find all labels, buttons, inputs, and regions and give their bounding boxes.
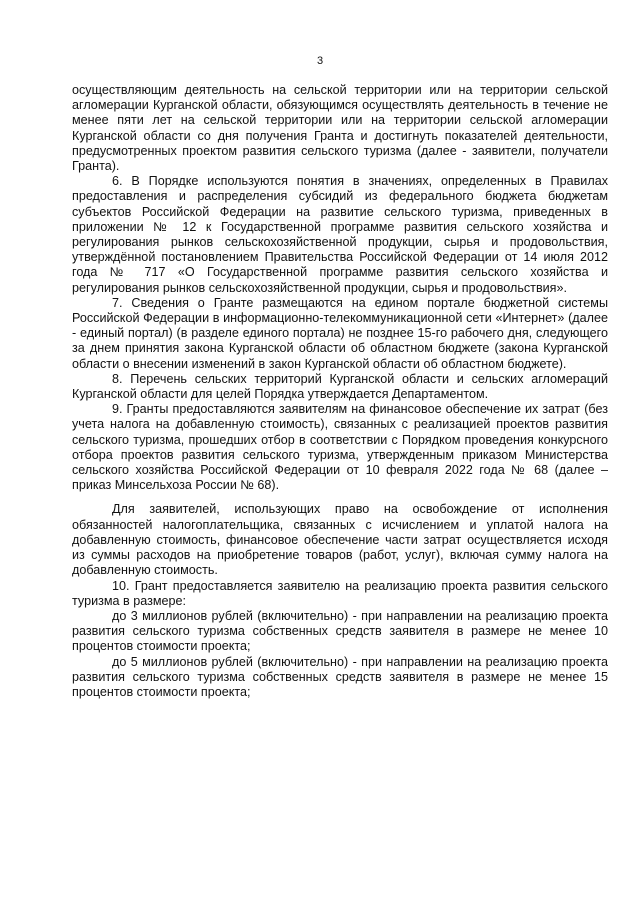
paragraph-grant-tier-2: до 5 миллионов рублей (включительно) - при направлении на реализацию проекта развития сельского туризма собственных средств заявителя в размере не менее 15 процентов стоимости проекта; xyxy=(72,654,608,699)
paragraph-item-7: 7. Сведения о Гранте размещаются на едином портале бюджетной системы Российской Федерации в информационно-телекоммуникационной сети «Интернет» (далее - единый портал) (в разделе единого портала) не позднее 15-го рабочего дня, следующего за днем принятия закона Курганской области об областном бюджете (закона Курганской области о внесении изменений в закон Курганской области об областном бюджете). xyxy=(72,295,608,371)
paragraph-item-9: 9. Гранты предоставляются заявителям на финансовое обеспечение их затрат (без учета налога на добавленную стоимость), связанных с реализацией проектов развития сельского туризма, прошедших отбор в соответствии с Порядком проведения конкурсного отбора проектов развития сельского туризма, утвержденным приказом Министерства сельского хозяйства Российской Федерации от 10 февраля 2022 года № 68 (далее – приказ Минсельхоза России № 68). xyxy=(72,402,608,493)
paragraph-item-8: 8. Перечень сельских территорий Курганской области и сельских агломераций Курганской области для целей Порядка утверждается Департаментом. xyxy=(72,371,608,402)
page-number: 3 xyxy=(316,55,324,67)
paragraph-item-6: 6. В Порядке используются понятия в значениях, определенных в Правилах предоставления и распределения субсидий из федерального бюджета бюджетам субъектов Российской Федерации на развитие сельского туризма, приведенных в приложении № 12 к Государственной программе развития сельского хозяйства и регулирования рынков сельскохозяйственной продукции, сырья и продовольствия, утверждённой постановлением Правительства Российской Федерации от 14 июля 2012 года № 717 «О Государственной программе развития сельского хозяйства и регулирования рынков сельскохозяйственной продукции, сырья и продовольствия». xyxy=(72,174,608,295)
paragraph-grant-tier-1: до 3 миллионов рублей (включительно) - при направлении на реализацию проекта развития сельского туризма собственных средств заявителя в размере не менее 10 процентов стоимости проекта; xyxy=(72,608,608,654)
paragraph-item-10: 10. Грант предоставляется заявителю на реализацию проекта развития сельского туризма в размере: xyxy=(72,578,608,608)
document-body xyxy=(72,83,608,700)
paragraph-vat-exemption: Для заявителей, использующих право на освобождение от исполнения обязанностей налогоплательщика, связанных с исчислением и уплатой налога на добавленную стоимость, финансовое обеспечение части затрат осуществляется исходя из суммы расходов на приобретение товаров (работ, услуг), включая сумму налога на добавленную стоимость. xyxy=(72,502,608,578)
paragraph-continuation: осуществляющим деятельность на сельской территории или на территории сельской агломерации Курганской области, обязующимся осуществлять деятельность в течение не менее пяти лет на сельской территории или на территории сельской агломерации Курганской области со дня получения Гранта и достигнуть показателей деятельности, предусмотренных проектом развития сельского туризма (далее - заявители, получатели Гранта). xyxy=(72,83,608,174)
